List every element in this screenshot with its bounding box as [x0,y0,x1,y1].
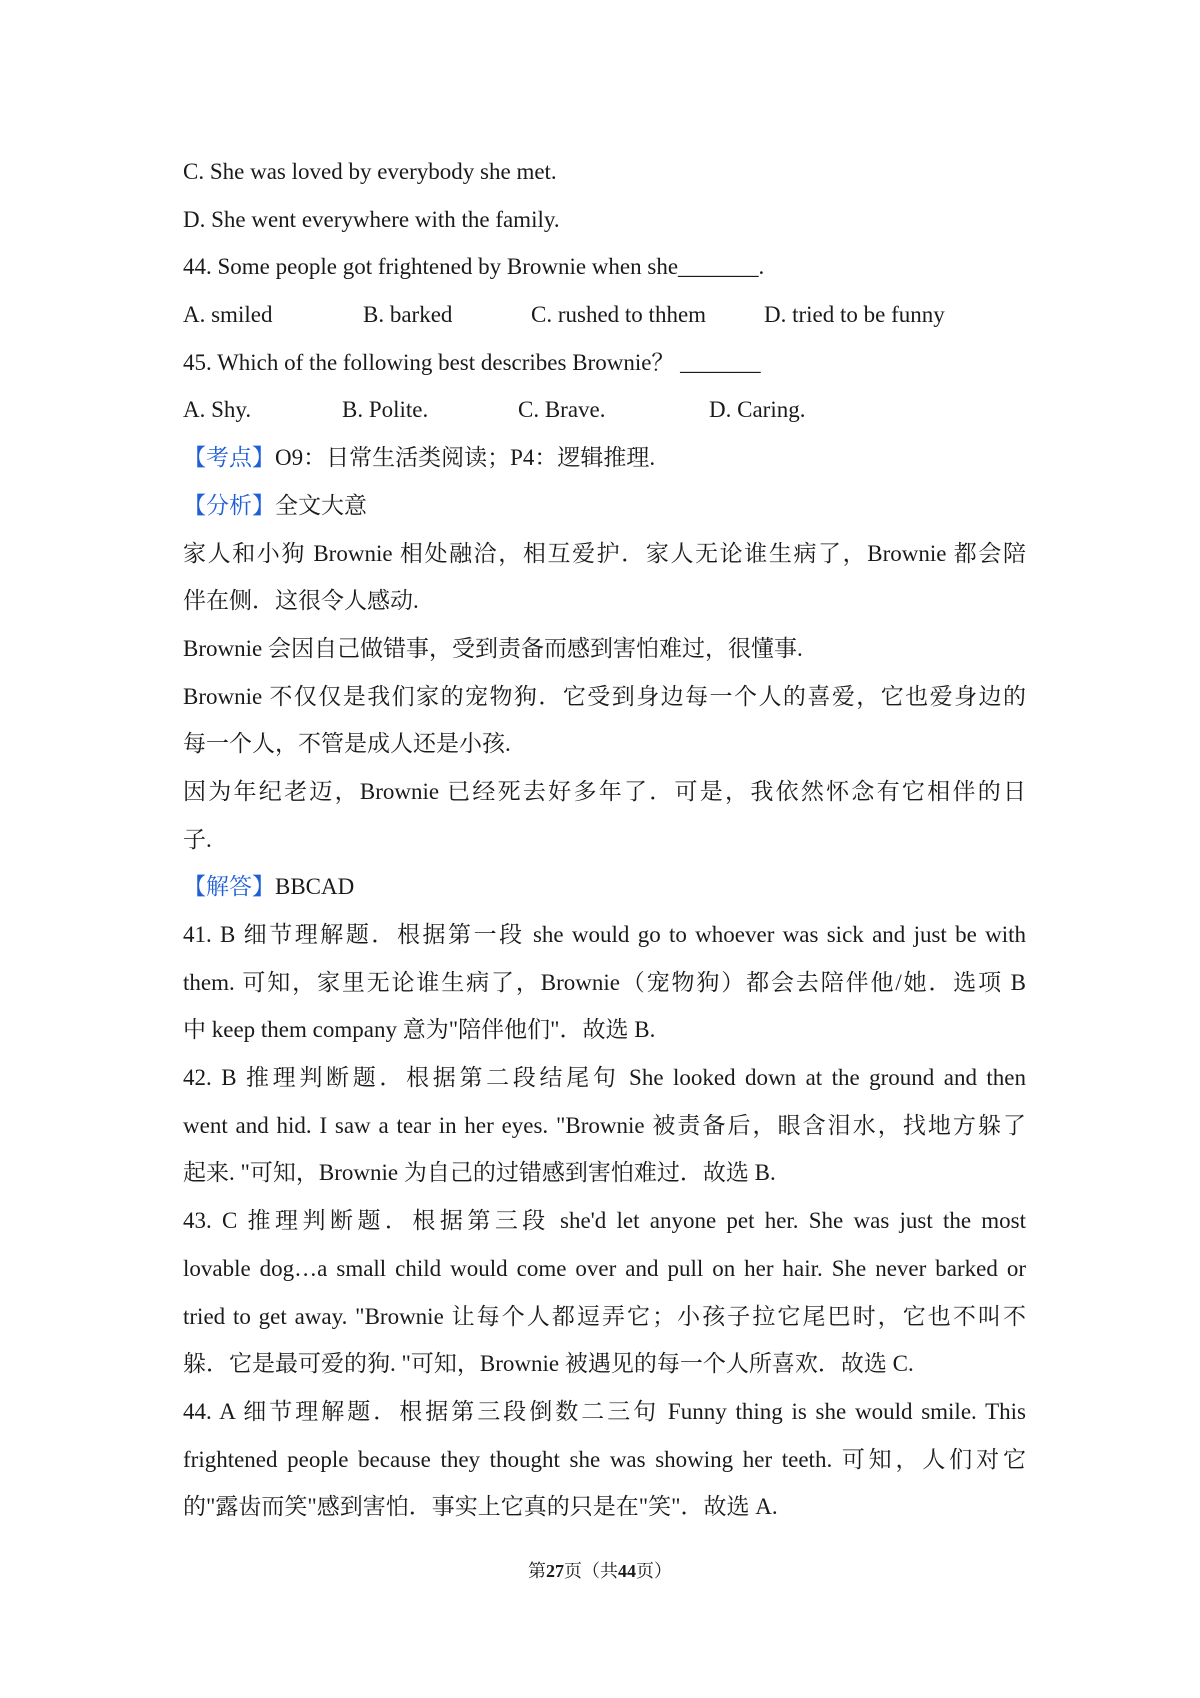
jieda-line: them. 可知，家里无论谁生病了，Brownie（宠物狗）都会去陪伴他/她．选项 B [183,969,1026,995]
question-45-options [183,386,1026,434]
footer-total-pages: 44 [618,1561,636,1581]
jieda-tag: 【解答】 [183,874,275,900]
kaodian-section [183,434,1026,482]
question-45-stem: 45. Which of the following best describes Brownie？ _______ [183,349,761,375]
fenxi-line: 子. [183,826,212,852]
fenxi-line: Brownie 不仅仅是我们家的宠物狗．它受到身边每一个人的喜爱，它也爱身边的 [183,683,1026,709]
fenxi-text: 全文大意 [275,492,367,518]
jieda-section [183,863,1026,911]
document-body [183,148,1026,1531]
page-footer [0,1557,1200,1583]
option-43-c: C. She was loved by everybody she met. [183,159,557,184]
fenxi-line: 因为年纪老迈，Brownie 已经死去好多年了．可是，我依然怀念有它相伴的日 [183,778,1026,804]
fenxi-tag: 【分析】 [183,492,275,518]
fenxi-line: 伴在侧．这很令人感动. [183,588,419,614]
jieda-line: 的"露齿而笑"感到害怕．事实上它真的只是在"笑"．故选 A. [183,1494,778,1520]
option-44-c: C. rushed to thhem [531,302,707,328]
option-43-d: D. She went everywhere with the family. [183,206,560,232]
kaodian-tag: 【考点】 [183,445,275,471]
jieda-line: frightened people because they thought she was showing her teeth. 可知，人们对它 [183,1446,1026,1472]
jieda-line: went and hid. I saw a tear in her eyes. "Brownie 被责备后，眼含泪水，找地方躲了 [183,1112,1026,1138]
question-44-stem: 44. Some people got frightened by Brownie when she_______. [183,254,765,280]
question-44-options [183,291,1026,339]
option-45-d: D. Caring. [709,397,806,423]
jieda-text: BBCAD [275,874,355,900]
jieda-line: 43. C 推理判断题．根据第三段 she'd let anyone pet her. She was just the most [183,1208,1026,1234]
option-44-a: A. smiled [183,302,273,328]
fenxi-line: 每一个人，不管是成人还是小孩. [183,731,511,757]
jieda-line: 中 keep them company 意为"陪伴他们"．故选 B. [183,1017,656,1043]
footer-prefix: 第 [528,1561,546,1581]
jieda-line: 42. B 推理判断题．根据第二段结尾句 She looked down at the ground and then [183,1065,1026,1091]
fenxi-line: Brownie 会因自己做错事，受到责备而感到害怕难过，很懂事. [183,635,803,661]
fenxi-section [183,482,1026,530]
footer-suffix: 页） [636,1561,672,1581]
option-45-b: B. Polite. [342,397,429,423]
option-44-b: B. barked [363,302,453,328]
option-45-a: A. Shy. [183,397,252,423]
footer-middle: 页（共 [564,1561,618,1581]
footer-page-number: 27 [546,1561,564,1581]
jieda-line: 躲．它是最可爱的狗. "可知，Brownie 被遇见的每一个人所喜欢．故选 C. [183,1351,914,1377]
option-45-c: C. Brave. [518,397,606,423]
jieda-line: tried to get away. "Brownie 让每个人都逗弄它；小孩子拉它尾巴时，它也不叫不 [183,1303,1026,1329]
option-44-d: D. tried to be funny [764,302,945,328]
jieda-line: lovable dog…a small child would come over and pull on her hair. She never barked or [183,1255,1026,1281]
fenxi-line: 家人和小狗 Brownie 相处融洽，相互爱护．家人无论谁生病了，Brownie 都会陪 [183,540,1026,566]
jieda-line: 41. B 细节理解题．根据第一段 she would go to whoever was sick and just be with [183,922,1026,947]
jieda-line: 44. A 细节理解题．根据第三段倒数二三句 Funny thing is she would smile. This [183,1398,1026,1424]
kaodian-text: O9：日常生活类阅读；P4：逻辑推理. [275,445,656,471]
jieda-line: 起来. "可知，Brownie 为自己的过错感到害怕难过．故选 B. [183,1160,776,1186]
